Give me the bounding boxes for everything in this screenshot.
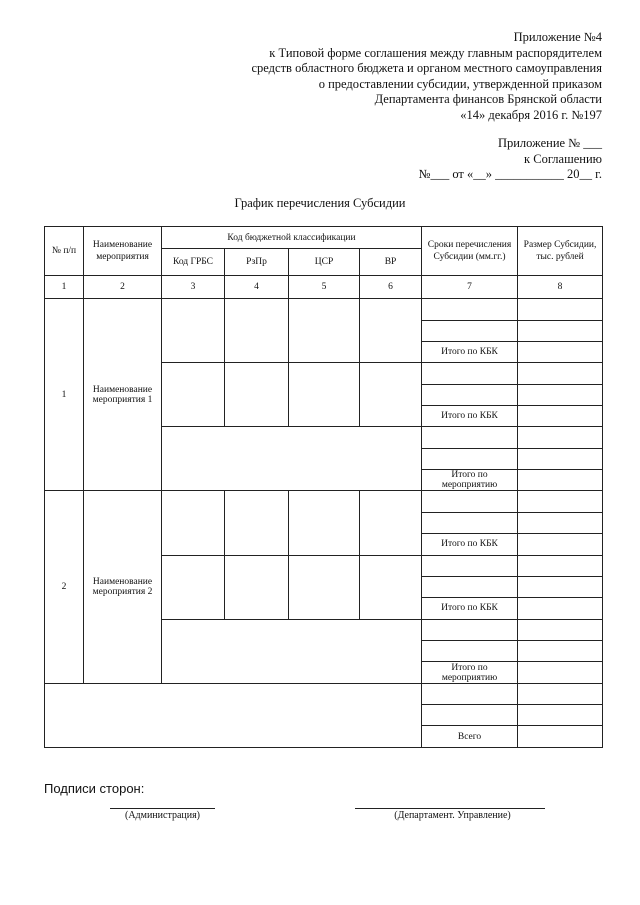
cell-grbs [162,363,225,427]
header-line: «14» декабря 2016 г. №197 [460,107,602,122]
header-dates: Сроки перечисления Субсидии (мм.гг.) [422,227,518,276]
column-number: 1 [45,275,84,298]
header-line: №___ от «__» ___________ 20__ г. [418,167,602,182]
header-line: Приложение № ___ [497,136,602,150]
cell-date [422,448,518,469]
cell-amount [518,384,603,405]
kbk-subtotal-label: Итого по КБК [422,534,518,555]
cell-amount [518,640,603,661]
cell-csr [289,491,360,555]
cell-date [422,363,518,384]
cell-amount [518,427,603,448]
cell-csr [289,299,360,363]
header-line: к Соглашению [524,151,602,166]
kbk-subtotal-label: Итого по КБК [422,341,518,362]
header-csr: ЦСР [289,249,360,275]
signatures-title: Подписи сторон: [44,781,145,796]
cell-date [422,384,518,405]
cell-amount [518,491,603,512]
cell-amount [518,406,603,427]
agreement-header [419,136,602,183]
cell-vr [360,555,422,619]
header-grbs: Код ГРБС [162,249,225,275]
activity-name: Наименование мероприятия 2 [84,491,162,683]
cell-amount [518,512,603,533]
column-number: 5 [289,275,360,298]
cell-amount [518,363,603,384]
activity-total-label: Итого по мероприятию [422,662,518,683]
column-number: 7 [422,275,518,298]
cell-date [422,619,518,640]
cell-rzpr [225,491,289,555]
cell-amount [518,299,603,320]
cell-rzpr [225,555,289,619]
header-kbk: Код бюджетной классификации [162,227,422,249]
column-number: 2 [84,275,162,298]
cell-amount [518,662,603,683]
total-merged-cell [45,683,422,747]
cell-amount [518,576,603,597]
cell-rzpr [225,363,289,427]
cell-date [422,299,518,320]
cell-grbs [162,555,225,619]
cell-date [422,491,518,512]
appendix-header [252,30,603,124]
header-num: № п/п [45,227,84,276]
cell-csr [289,555,360,619]
cell-grbs [162,299,225,363]
grand-total-label: Всего [422,726,518,748]
column-number: 3 [162,275,225,298]
cell-date [422,683,518,704]
header-line: средств областного бюджета и органом местного самоуправления [251,61,602,76]
cell-amount [518,470,603,491]
merged-kbk-cell [162,619,422,683]
kbk-subtotal-label: Итого по КБК [422,598,518,619]
cell-amount [518,683,603,704]
cell-date [422,705,518,726]
cell-amount [518,705,603,726]
signature-line-right [355,808,545,809]
activity-name: Наименование мероприятия 1 [84,299,162,491]
cell-amount [518,598,603,619]
cell-amount [518,619,603,640]
signature-caption-right: (Департамент. Управление) [394,810,511,821]
cell-date [422,640,518,661]
merged-kbk-cell [162,427,422,491]
cell-csr [289,363,360,427]
cell-vr [360,299,422,363]
cell-date [422,512,518,533]
cell-vr [360,363,422,427]
cell-amount [518,320,603,341]
row-num: 1 [45,299,84,491]
cell-date [422,576,518,597]
header-amount: Размер Субсидии, тыс. рублей [518,227,603,276]
header-vr: ВР [360,249,422,275]
header-name: Наименование мероприятия [84,227,162,276]
cell-date [422,427,518,448]
cell-rzpr [225,299,289,363]
cell-grbs [162,491,225,555]
header-line: Департамента финансов Брянской области [374,92,602,107]
cell-vr [360,491,422,555]
header-line: о предоставлении субсидии, утвержденной приказом [318,76,602,91]
column-number: 4 [225,275,289,298]
signature-caption-left: (Администрация) [124,810,201,821]
header-line: к Типовой форме соглашения между главным распорядителем [269,45,602,60]
cell-date [422,555,518,576]
column-number: 6 [360,275,422,298]
column-number: 8 [518,275,603,298]
activity-total-label: Итого по мероприятию [422,470,518,491]
header-line: Приложение №4 [513,30,602,44]
cell-amount [518,534,603,555]
cell-amount [518,341,603,362]
subsidy-schedule-table [44,226,603,748]
cell-amount [518,555,603,576]
cell-date [422,320,518,341]
cell-amount [518,726,603,748]
row-num: 2 [45,491,84,683]
cell-amount [518,448,603,469]
signature-line-left [110,808,215,809]
header-rzpr: РзПр [225,249,289,275]
document-title: График перечисления Субсидии [234,196,406,210]
kbk-subtotal-label: Итого по КБК [422,406,518,427]
